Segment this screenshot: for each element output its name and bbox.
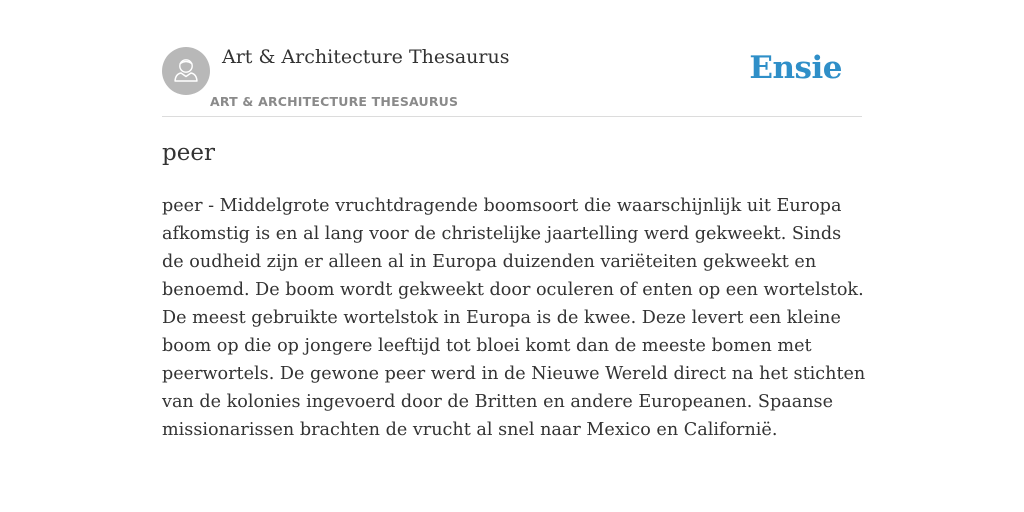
user-avatar-icon[interactable] — [162, 47, 210, 95]
entry-definition: peer - Middelgrote vruchtdragende boomsoort die waarschijnlijk uit Europa afkomstig is en al lang voor de christelijke jaartelling werd gekweekt. Sinds de oudheid zijn er alleen al in Europa duizenden variëteiten gekweekt en benoemd. De boom wordt gekweekt door oculeren of enten op een wortelstok. De meest gebruikte wortelstok in Europa is de kwee. Deze levert een kleine boom op die op jongere leeftijd tot bloei komt dan de meeste bomen met peerwortels. De gewone peer werd in de Nieuwe Wereld direct na het stichten van de kolonies ingevoerd door de Britten en andere Europeanen. Spaanse missionarissen brachten de vrucht al snel naar Mexico en Californië. — [162, 196, 866, 440]
entry-term: peer — [162, 140, 215, 166]
source-title[interactable]: Art & Architecture Thesaurus — [222, 46, 510, 68]
entry-header — [162, 46, 862, 117]
source-subtitle[interactable]: ART & ARCHITECTURE THESAURUS — [210, 94, 459, 109]
ensie-logo[interactable]: Ensie — [749, 50, 842, 86]
